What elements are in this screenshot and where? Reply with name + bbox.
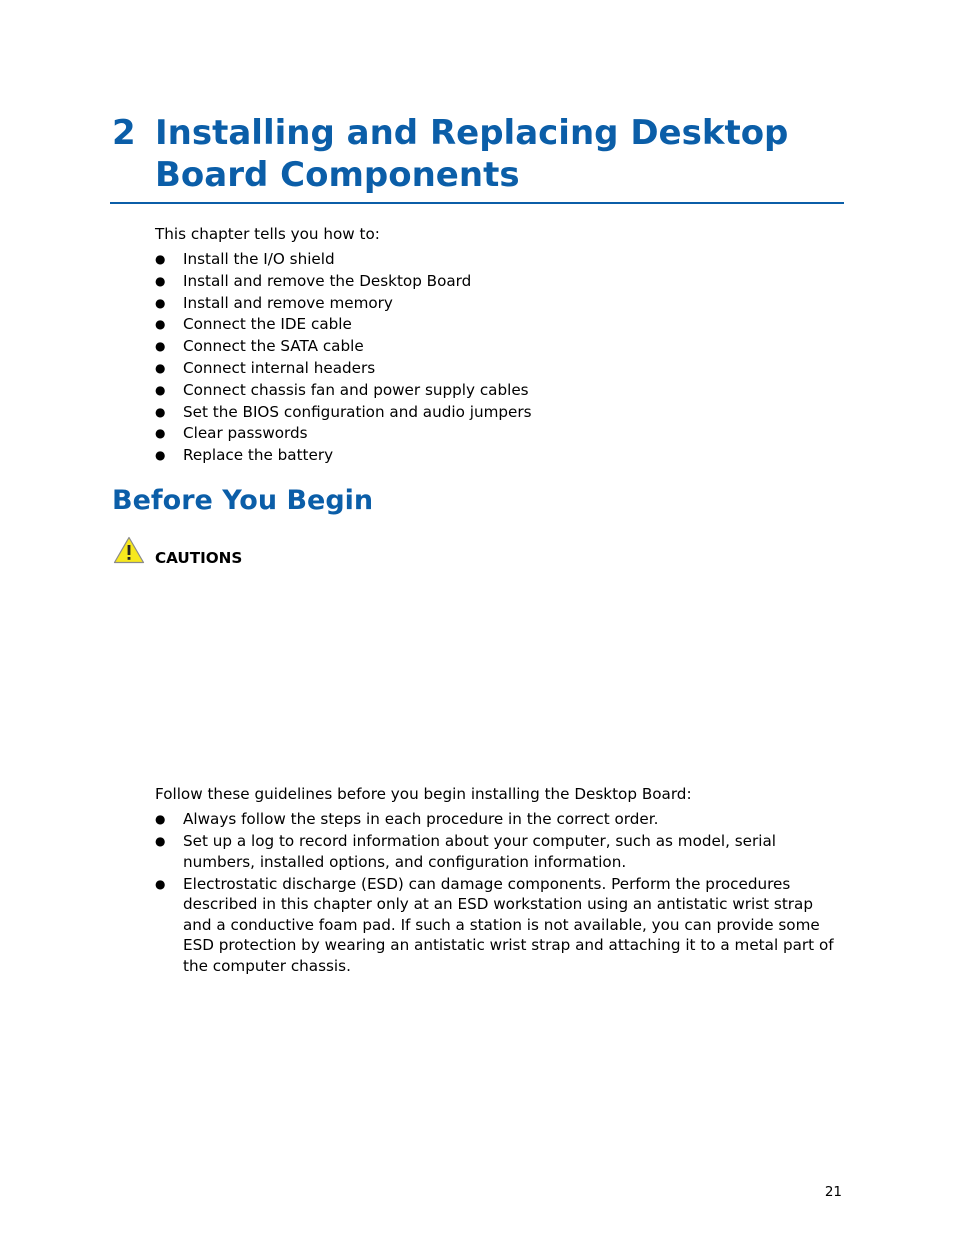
bullet-icon: ● — [155, 252, 166, 266]
bullet-icon: ● — [155, 317, 166, 332]
list-item-text: Connect the IDE cable — [183, 315, 352, 334]
list-item — [155, 271, 755, 293]
list-item-text: Set the BIOS configuration and audio jumpers — [183, 402, 532, 421]
list-item — [155, 831, 835, 872]
section-heading: Before You Begin — [112, 485, 374, 516]
task-list — [155, 249, 755, 467]
list-item — [155, 336, 755, 358]
bullet-icon: ● — [155, 812, 166, 826]
warning-triangle-icon — [113, 536, 145, 564]
chapter-number: 2 — [112, 113, 136, 153]
list-item-text: Replace the battery — [183, 446, 334, 465]
bullet-icon: ● — [155, 360, 166, 375]
list-item — [155, 293, 755, 315]
chapter-title-text: Installing and Replacing Desktop Board Components — [155, 113, 789, 195]
list-item-text: Electrostatic discharge (ESD) can damage components. Perform the procedures described in this chapter only at an ESD workstation using an antistatic wrist strap and a conductive foam pad. If such a station is not available, you can provide some ESD protection by wearing an antistatic wrist strap and attaching it to a metal part of the computer chassis. — [183, 874, 834, 975]
list-item — [155, 445, 755, 467]
bullet-icon: ● — [155, 382, 166, 397]
guidelines-intro: Follow these guidelines before you begin installing the Desktop Board: — [155, 785, 692, 803]
list-item-text: Always follow the steps in each procedure in the correct order. — [183, 810, 659, 828]
list-item — [155, 874, 835, 977]
list-item-text: Set up a log to record information about your computer, such as model, serial numbers, installed options, and configuration information. — [183, 832, 776, 871]
chapter-title — [112, 112, 844, 196]
list-item-text: Install the I/O shield — [183, 250, 335, 268]
list-item — [155, 402, 755, 424]
chapter-intro: This chapter tells you how to: — [155, 225, 380, 243]
bullet-icon: ● — [155, 273, 166, 288]
list-item — [155, 809, 835, 830]
title-divider — [110, 202, 844, 204]
list-item-text: Install and remove the Desktop Board — [183, 271, 472, 290]
bullet-icon: ● — [155, 339, 166, 354]
list-item-text: Clear passwords — [183, 424, 308, 443]
bullet-icon: ● — [155, 834, 166, 848]
list-item-text: Install and remove memory — [183, 293, 393, 312]
bullet-icon: ● — [155, 876, 166, 891]
bullet-icon: ● — [155, 448, 166, 463]
page-number: 21 — [824, 1184, 842, 1200]
list-item-text: Connect chassis fan and power supply cables — [183, 380, 529, 399]
list-item — [155, 249, 755, 271]
list-item-text: Connect internal headers — [183, 358, 376, 377]
bullet-icon: ● — [155, 404, 166, 419]
cautions-label: CAUTIONS — [155, 549, 243, 567]
list-item — [155, 314, 755, 336]
list-item-text: Connect the SATA cable — [183, 337, 364, 356]
list-item — [155, 358, 755, 380]
list-item — [155, 380, 755, 402]
bullet-icon: ● — [155, 295, 166, 310]
bullet-icon: ● — [155, 426, 166, 441]
guidelines-list — [155, 809, 835, 978]
list-item — [155, 423, 755, 445]
